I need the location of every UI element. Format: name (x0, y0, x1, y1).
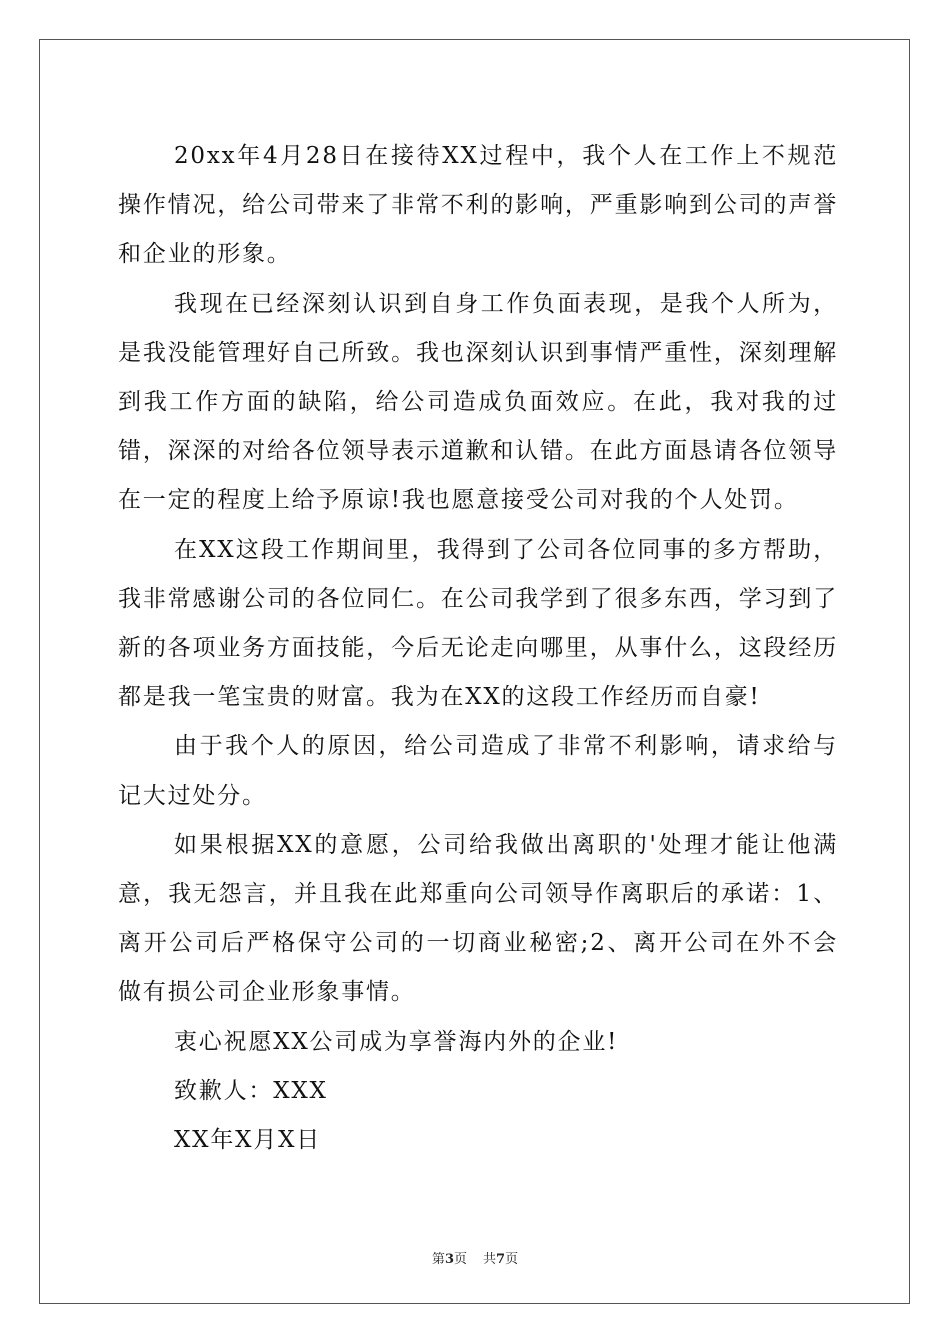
page-number: 3 (444, 1252, 454, 1267)
date-line: XX年X月X日 (174, 1127, 322, 1154)
paragraph-gratitude: 在XX这段工作期间里，我得到了公司各位同事的多方帮助，我非常感谢公司的各位同仁。在公司我学到了很多东西，学习到了新的各项业务方面技能，今后无论走向哪里，从事什么，这段经历都是我一笔宝贵的财富。我为在XX的这段工作经历而自豪! (118, 536, 838, 711)
paragraph-acknowledgement: 我现在已经深刻认识到自身工作负面表现，是我个人所为，是我没能管理好自己所致。我也深刻认识到事情严重性，深刻理解到我工作方面的缺陷，给公司造成负面效应。在此，我对我的过错，深深的对给各位领导表示道歉和认错。在此方面恳请各位领导在一定的程度上给予原谅!我也愿意接受公司对我的个人处罚。 (118, 290, 838, 514)
page-suffix: 页 (453, 1252, 467, 1267)
page-prefix: 第 (431, 1252, 445, 1267)
page-footer (0, 1248, 950, 1267)
signature-line: 致歉人：XXX (174, 1077, 328, 1104)
paragraph-request: 由于我个人的原因，给公司造成了非常不利影响，请求给与记大过处分。 (118, 733, 838, 809)
paragraph-wishes: 衷心祝愿XX公司成为享誉海内外的企业! (174, 1028, 619, 1055)
total-suffix: 页 (505, 1252, 519, 1267)
total-prefix: 共 (483, 1252, 497, 1267)
document-body (118, 132, 838, 1165)
paragraph-commitment: 如果根据XX的意愿，公司给我做出离职的'处理才能让他满意，我无怨言，并且我在此郑重向公司领导作离职后的承诺：1、离开公司后严格保守公司的一切商业秘密;2、离开公司在外不会做有损公司企业形象事情。 (118, 831, 838, 1006)
paragraph-incident: 20xx年4月28日在接待XX过程中，我个人在工作上不规范操作情况，给公司带来了非常不利的影响，严重影响到公司的声誉和企业的形象。 (118, 143, 838, 268)
total-pages: 7 (496, 1252, 506, 1267)
